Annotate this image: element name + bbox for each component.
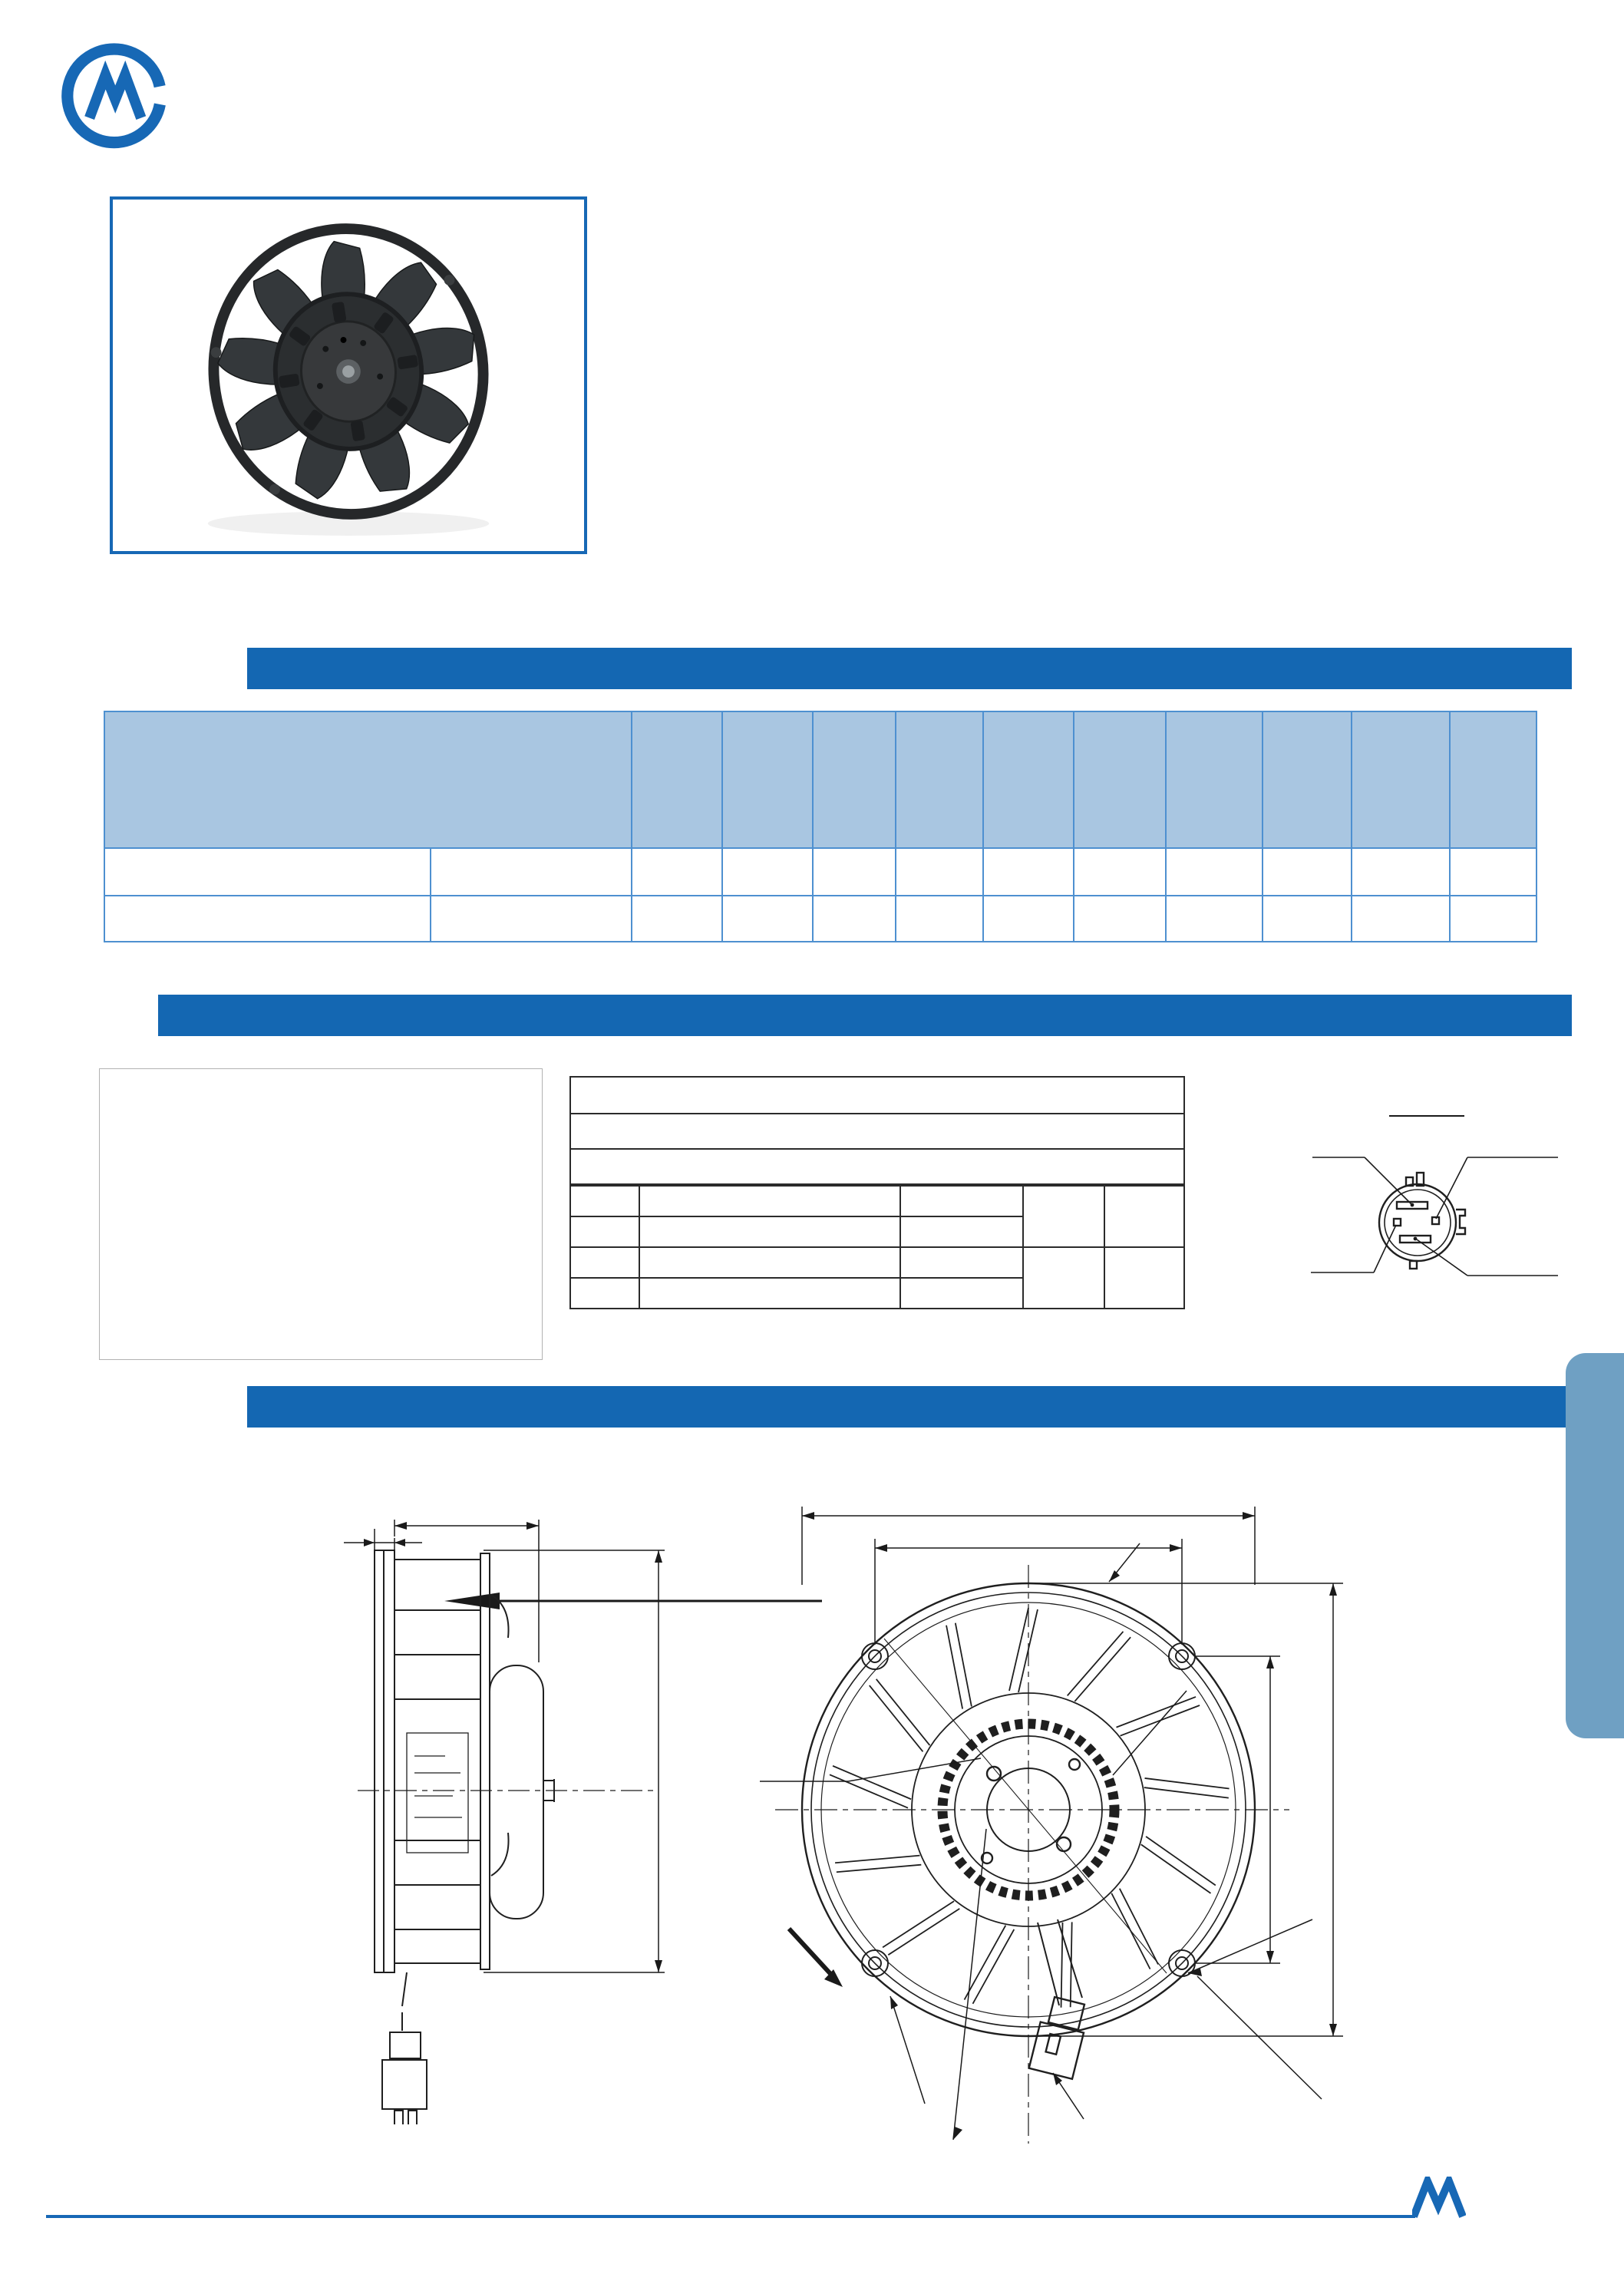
performance-chart <box>99 1068 543 1360</box>
connection-title <box>570 1077 1184 1114</box>
spec-row <box>626 279 986 283</box>
connection-row <box>570 1247 1184 1278</box>
footer-rule <box>46 2215 1415 2218</box>
side-view-body <box>375 1550 554 2124</box>
part-number <box>570 1149 1184 1184</box>
spec-row <box>992 305 1590 309</box>
table-units-row <box>104 848 1537 896</box>
rotation-arrow-icon <box>789 1929 843 1987</box>
section-bar <box>247 648 1572 689</box>
connector-type <box>570 1114 1184 1149</box>
wiring-diagram-svg <box>1197 1074 1581 1381</box>
dimension-arrows <box>802 1512 1337 2140</box>
side-view-drawing <box>330 1503 691 2128</box>
connection-chart-wrap <box>569 1076 1185 1309</box>
specs-en <box>992 266 1590 357</box>
footer-logo-icon <box>1412 2177 1466 2219</box>
brand-logo <box>54 31 195 153</box>
section-bar <box>247 1386 1572 1428</box>
fan-product-photo <box>113 200 584 551</box>
dimension-lines <box>760 1507 1343 2140</box>
parameters-table-wrap <box>104 711 1537 942</box>
spec-row <box>992 292 1590 296</box>
wiring-diagram <box>1197 1074 1581 1385</box>
spec-row <box>992 279 1590 283</box>
table-header-row <box>104 711 1537 848</box>
performance-chart-svg <box>100 1069 542 1359</box>
sidebar-category-tab <box>1566 1353 1624 1738</box>
spec-row <box>626 266 986 269</box>
dimension-arrows <box>364 1522 662 1972</box>
spec-row <box>626 293 986 297</box>
section-bar <box>158 995 1572 1036</box>
spec-row <box>992 344 1590 348</box>
connection-row <box>570 1186 1184 1216</box>
front-view-drawing <box>752 1499 1589 2178</box>
spec-row <box>992 266 1590 270</box>
connection-chart-table <box>569 1076 1185 1309</box>
table-data-row <box>104 896 1537 942</box>
dimension-lines <box>344 1520 665 1972</box>
specs-cn <box>626 266 986 362</box>
spec-row <box>992 331 1590 335</box>
spec-row <box>626 321 986 325</box>
brand-logo-mark-icon <box>54 31 184 153</box>
spec-row <box>992 318 1590 322</box>
product-photo-frame <box>110 196 587 554</box>
parameters-table <box>104 711 1537 942</box>
spec-row <box>626 335 986 338</box>
spec-row <box>626 348 986 352</box>
spec-row <box>626 307 986 311</box>
